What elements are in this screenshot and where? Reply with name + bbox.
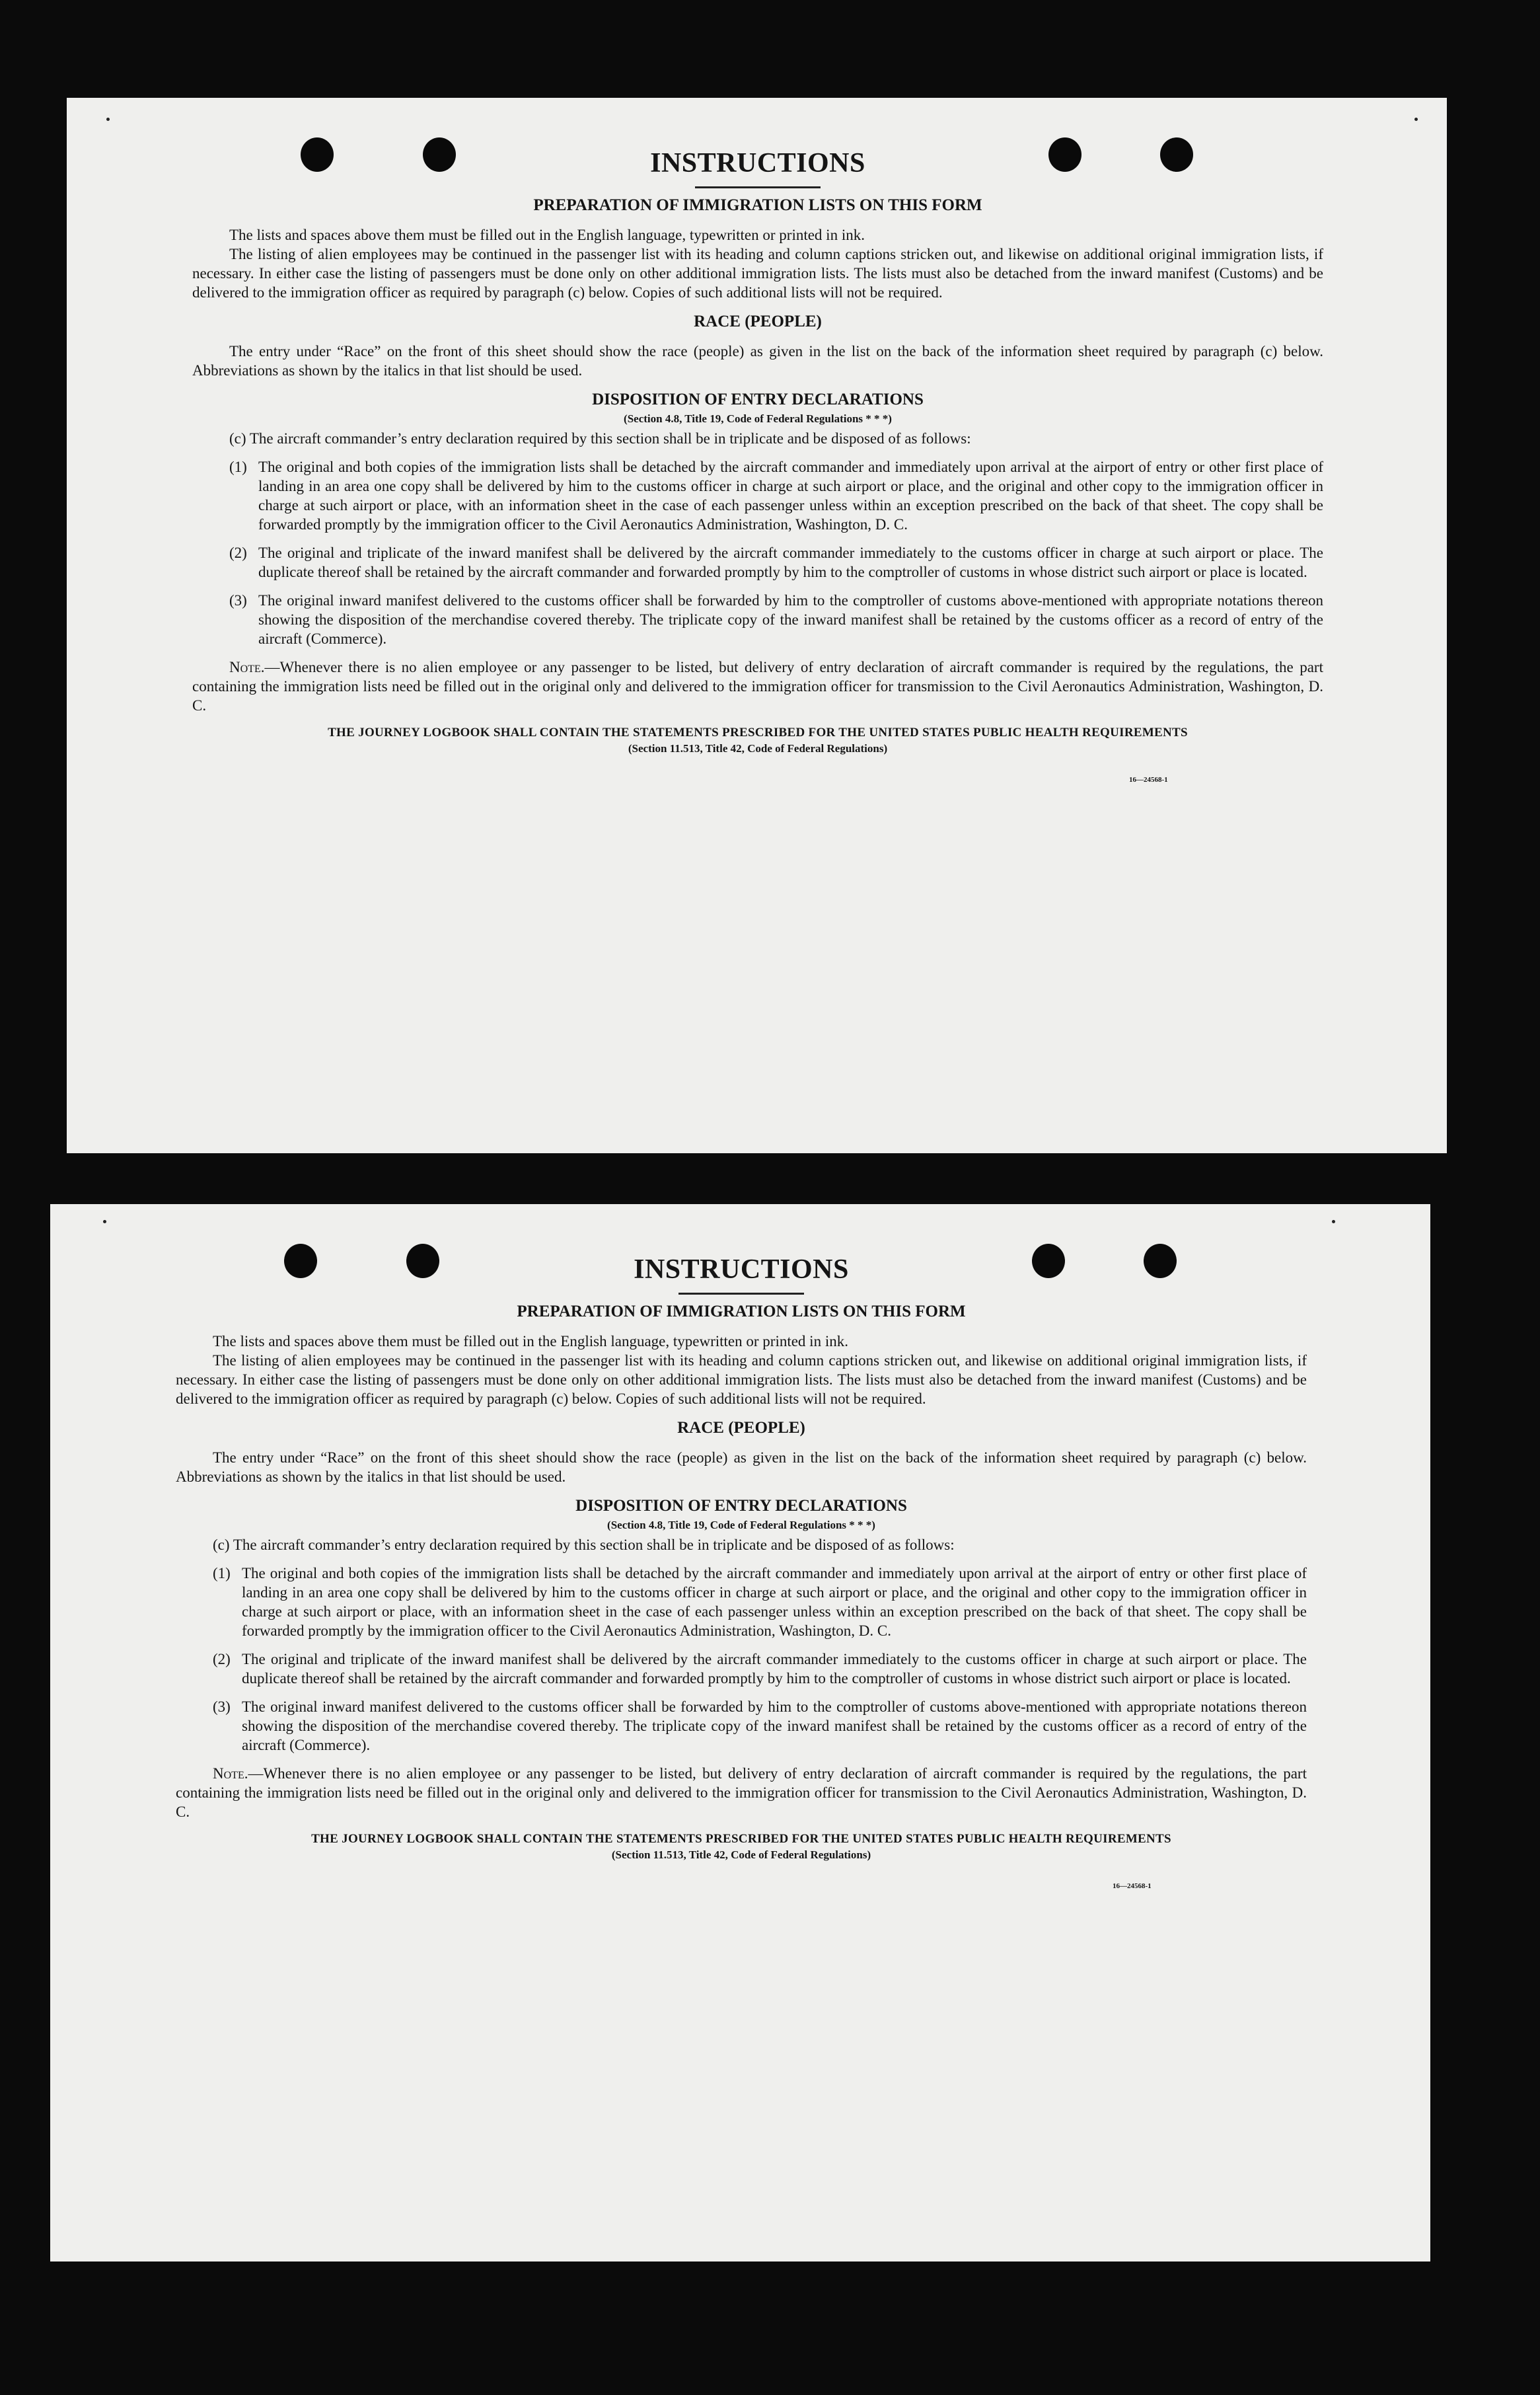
disposition-item-3 <box>229 591 1323 648</box>
race-heading: RACE (PEOPLE) <box>694 313 822 330</box>
disposition-intro: (c) The aircraft commander’s entry declaration required by this section shall be in triplicate and be disposed of as follows: <box>213 1537 955 1553</box>
race-paragraph: The entry under “Race” on the front of this sheet should show the race (people) as given in the list on the back of the information sheet required by paragraph (c) below. Abbreviations as shown by the italics in that list should be used. <box>192 343 1323 379</box>
note-paragraph <box>176 1764 1307 1821</box>
item-number: (2) <box>213 1651 231 1667</box>
speck-mark <box>103 1220 106 1223</box>
race-paragraph: The entry under “Race” on the front of this sheet should show the race (people) as given in the list on the back of the information sheet required by paragraph (c) below. Abbreviations as shown by the italics in that list should be used. <box>176 1449 1307 1485</box>
prep-paragraph-2: The listing of alien employees may be continued in the passenger list with its heading and column captions stricken out, and likewise on additional original immigration lists, if necessary. In either case the listing of passengers must be done only on other additional immigration lists. The lists must also be detached from the inward manifest (Customs) and be delivered to the immigration officer as required by paragraph (c) below. Copies of such additional lists will not be required. <box>176 1352 1307 1407</box>
sheet-content <box>176 1254 1307 1890</box>
logbook-citation: (Section 11.513, Title 42, Code of Federal Regulations) <box>611 1848 871 1861</box>
sheet-content <box>192 148 1323 784</box>
note-paragraph <box>192 658 1323 715</box>
disposition-item-3 <box>213 1697 1307 1755</box>
speck-mark <box>1414 118 1418 121</box>
logbook-citation: (Section 11.513, Title 42, Code of Federal Regulations) <box>628 742 888 755</box>
prep-paragraph-1: The lists and spaces above them must be filled out in the English language, typewritten or printed in ink. <box>229 227 865 243</box>
note-text: —Whenever there is no alien employee or any passenger to be listed, but delivery of entry declaration of aircraft commander is required by the regulations, the part containing the immigration lists need be filled out in the original only and delivered to the immigration officer for transmission to the Civil Aeronautics Administration, Washington, D. C. <box>176 1765 1307 1820</box>
title-rule <box>678 1293 804 1295</box>
page-title: INSTRUCTIONS <box>650 148 865 178</box>
note-label: Note. <box>213 1765 248 1782</box>
item-number: (1) <box>213 1565 231 1581</box>
disposition-intro: (c) The aircraft commander’s entry declaration required by this section shall be in triplicate and be disposed of as follows: <box>229 430 971 447</box>
item-text: The original and both copies of the immigration lists shall be detached by the aircraft commander and immediately upon arrival at the airport of entry or other first place of landing in an area one copy shall be delivered by him to the customs officer in charge at such airport or place, and the original and other copy to the immigration officer in charge at such airport or place, with an information sheet in the case of each passenger unless within an exception prescribed on the back of that sheet. The copy shall be forwarded promptly by the immigration officer to the Civil Aeronautics Administration, Washington, D. C. <box>242 1565 1307 1639</box>
instructions-sheet-2 <box>50 1204 1430 2262</box>
logbook-heading: THE JOURNEY LOGBOOK SHALL CONTAIN THE STATEMENTS PRESCRIBED FOR THE UNITED STATES PUBLIC HEALTH REQUIREMENTS <box>328 726 1188 740</box>
prep-heading: PREPARATION OF IMMIGRATION LISTS ON THIS FORM <box>517 1303 966 1320</box>
title-rule <box>695 186 821 188</box>
disposition-heading: DISPOSITION OF ENTRY DECLARATIONS <box>592 391 924 408</box>
item-number: (3) <box>213 1698 231 1715</box>
disposition-item-1 <box>229 457 1323 534</box>
disposition-citation: (Section 4.8, Title 19, Code of Federal Regulations * * *) <box>607 1519 875 1531</box>
disposition-citation: (Section 4.8, Title 19, Code of Federal Regulations * * *) <box>624 412 892 425</box>
prep-paragraph-1: The lists and spaces above them must be filled out in the English language, typewritten or printed in ink. <box>213 1333 848 1350</box>
form-number: 16—24568-1 <box>1113 1882 1152 1890</box>
disposition-item-1 <box>213 1564 1307 1640</box>
item-number: (1) <box>229 459 247 475</box>
item-number: (3) <box>229 592 247 609</box>
item-number: (2) <box>229 545 247 561</box>
disposition-item-2 <box>213 1650 1307 1688</box>
logbook-heading: THE JOURNEY LOGBOOK SHALL CONTAIN THE STATEMENTS PRESCRIBED FOR THE UNITED STATES PUBLIC HEALTH REQUIREMENTS <box>311 1832 1171 1846</box>
disposition-heading: DISPOSITION OF ENTRY DECLARATIONS <box>575 1497 907 1515</box>
form-number: 16—24568-1 <box>1129 776 1168 784</box>
speck-mark <box>106 118 110 121</box>
prep-heading: PREPARATION OF IMMIGRATION LISTS ON THIS FORM <box>533 196 982 214</box>
page-title: INSTRUCTIONS <box>634 1254 849 1285</box>
note-label: Note. <box>229 659 265 675</box>
item-text: The original and both copies of the immigration lists shall be detached by the aircraft commander and immediately upon arrival at the airport of entry or other first place of landing in an area one copy shall be delivered by him to the customs officer in charge at such airport or place, and the original and other copy to the immigration officer in charge at such airport or place, with an information sheet in the case of each passenger unless within an exception prescribed on the back of that sheet. The copy shall be forwarded promptly by the immigration officer to the Civil Aeronautics Administration, Washington, D. C. <box>258 459 1323 533</box>
instructions-sheet-1 <box>67 98 1447 1153</box>
speck-mark <box>1332 1220 1335 1223</box>
prep-paragraph-2: The listing of alien employees may be continued in the passenger list with its heading and column captions stricken out, and likewise on additional original immigration lists, if necessary. In either case the listing of passengers must be done only on other additional immigration lists. The lists must also be detached from the inward manifest (Customs) and be delivered to the immigration officer as required by paragraph (c) below. Copies of such additional lists will not be required. <box>192 246 1323 301</box>
note-text: —Whenever there is no alien employee or any passenger to be listed, but delivery of entry declaration of aircraft commander is required by the regulations, the part containing the immigration lists need be filled out in the original only and delivered to the immigration officer for transmission to the Civil Aeronautics Administration, Washington, D. C. <box>192 659 1323 714</box>
item-text: The original and triplicate of the inward manifest shall be delivered by the aircraft commander immediately to the customs officer in charge at such airport or place. The duplicate thereof shall be retained by the aircraft commander and forwarded promptly by him to the comptroller of customs in whose district such airport or place is located. <box>242 1651 1307 1687</box>
item-text: The original inward manifest delivered to the customs officer shall be forwarded by him to the comptroller of customs above-mentioned with appropriate notations thereon showing the disposition of the merchandise covered thereby. The triplicate copy of the inward manifest shall be retained by the customs officer as a record of entry of the aircraft (Commerce). <box>258 592 1323 647</box>
item-text: The original inward manifest delivered to the customs officer shall be forwarded by him to the comptroller of customs above-mentioned with appropriate notations thereon showing the disposition of the merchandise covered thereby. The triplicate copy of the inward manifest shall be retained by the customs officer as a record of entry of the aircraft (Commerce). <box>242 1698 1307 1753</box>
race-heading: RACE (PEOPLE) <box>677 1419 805 1437</box>
disposition-item-2 <box>229 543 1323 582</box>
item-text: The original and triplicate of the inward manifest shall be delivered by the aircraft commander immediately to the customs officer in charge at such airport or place. The duplicate thereof shall be retained by the aircraft commander and forwarded promptly by him to the comptroller of customs in whose district such airport or place is located. <box>258 545 1323 580</box>
